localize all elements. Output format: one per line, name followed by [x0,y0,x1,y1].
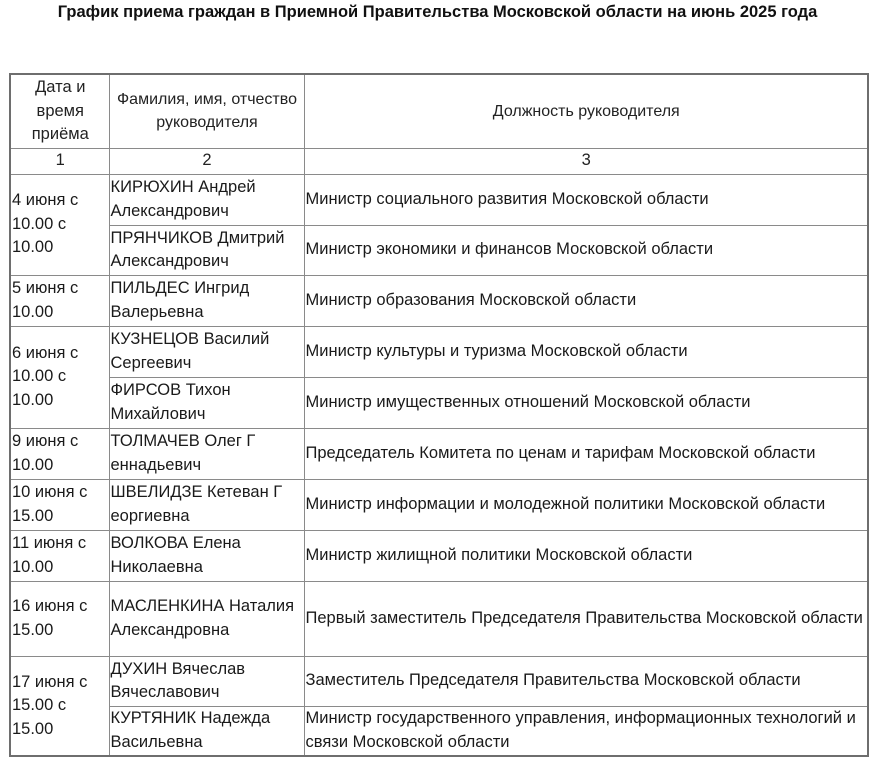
position-cell: Министр культуры и туризма Московской области [304,326,868,377]
column-number-2: 2 [109,148,304,174]
position-cell: Министр государственного управления, информационных технологий и связи Московской области [304,706,868,756]
header-full-name: Фамилия, имя, отчество руководителя [109,74,304,148]
name-cell: КУРТЯНИК Надежда Васильевна [109,706,304,756]
column-number-1: 1 [10,148,109,174]
table-row [10,656,868,706]
position-cell: Председатель Комитета по ценам и тарифам Московской области [304,428,868,479]
date-cell: 9 июня с 10.00 [10,428,109,479]
position-cell: Министр информации и молодежной политики Московской области [304,479,868,530]
date-cell: 16 июня с 15.00 [10,581,109,656]
name-cell: КИРЮХИН Андрей Александрович [109,174,304,225]
page-title: График приема граждан в Приемной Правительства Московской области на июнь 2025 года [57,3,818,21]
position-cell: Первый заместитель Председателя Правительства Московской области [304,581,868,656]
date-cell: 5 июня с 10.00 [10,275,109,326]
name-cell: ШВЕЛИДЗЕ Кетеван Г еоргиевна [109,479,304,530]
column-number-row [10,148,868,174]
schedule-table [9,73,869,757]
position-cell: Министр экономики и финансов Московской области [304,225,868,275]
table-row [10,428,868,479]
position-cell: Министр жилищной политики Московской области [304,530,868,581]
date-cell: 11 июня с 10.00 [10,530,109,581]
table-row [10,581,868,656]
name-cell: ВОЛКОВА Елена Николаевна [109,530,304,581]
name-cell: ПРЯНЧИКОВ Дмитрий Александрович [109,225,304,275]
table-row [10,706,868,756]
table-row [10,377,868,428]
column-number-3: 3 [304,148,868,174]
position-cell: Министр социального развития Московской области [304,174,868,225]
header-date-time: Дата и время приёма [10,74,109,148]
name-cell: ТОЛМАЧЕВ Олег Г еннадьевич [109,428,304,479]
position-cell: Министр образования Московской области [304,275,868,326]
header-position: Должность руководителя [304,74,868,148]
position-cell: Министр имущественных отношений Московской области [304,377,868,428]
table-row [10,174,868,225]
table-row [10,479,868,530]
name-cell: ФИРСОВ Тихон Михайлович [109,377,304,428]
table-row [10,530,868,581]
header-row [10,74,868,148]
date-cell: 10 июня с 15.00 [10,479,109,530]
table-row [10,326,868,377]
name-cell: КУЗНЕЦОВ Василий Сергеевич [109,326,304,377]
date-cell: 6 июня с 10.00 с 10.00 [10,326,109,428]
date-cell: 17 июня с 15.00 с 15.00 [10,656,109,756]
position-cell: Заместитель Председателя Правительства Московской области [304,656,868,706]
date-cell: 4 июня с 10.00 с 10.00 [10,174,109,275]
name-cell: ДУХИН Вячеслав Вячеславович [109,656,304,706]
name-cell: ПИЛЬДЕС Ингрид Валерьевна [109,275,304,326]
table-row [10,225,868,275]
name-cell: МАСЛЕНКИНА Наталия Александровна [109,581,304,656]
table-row [10,275,868,326]
